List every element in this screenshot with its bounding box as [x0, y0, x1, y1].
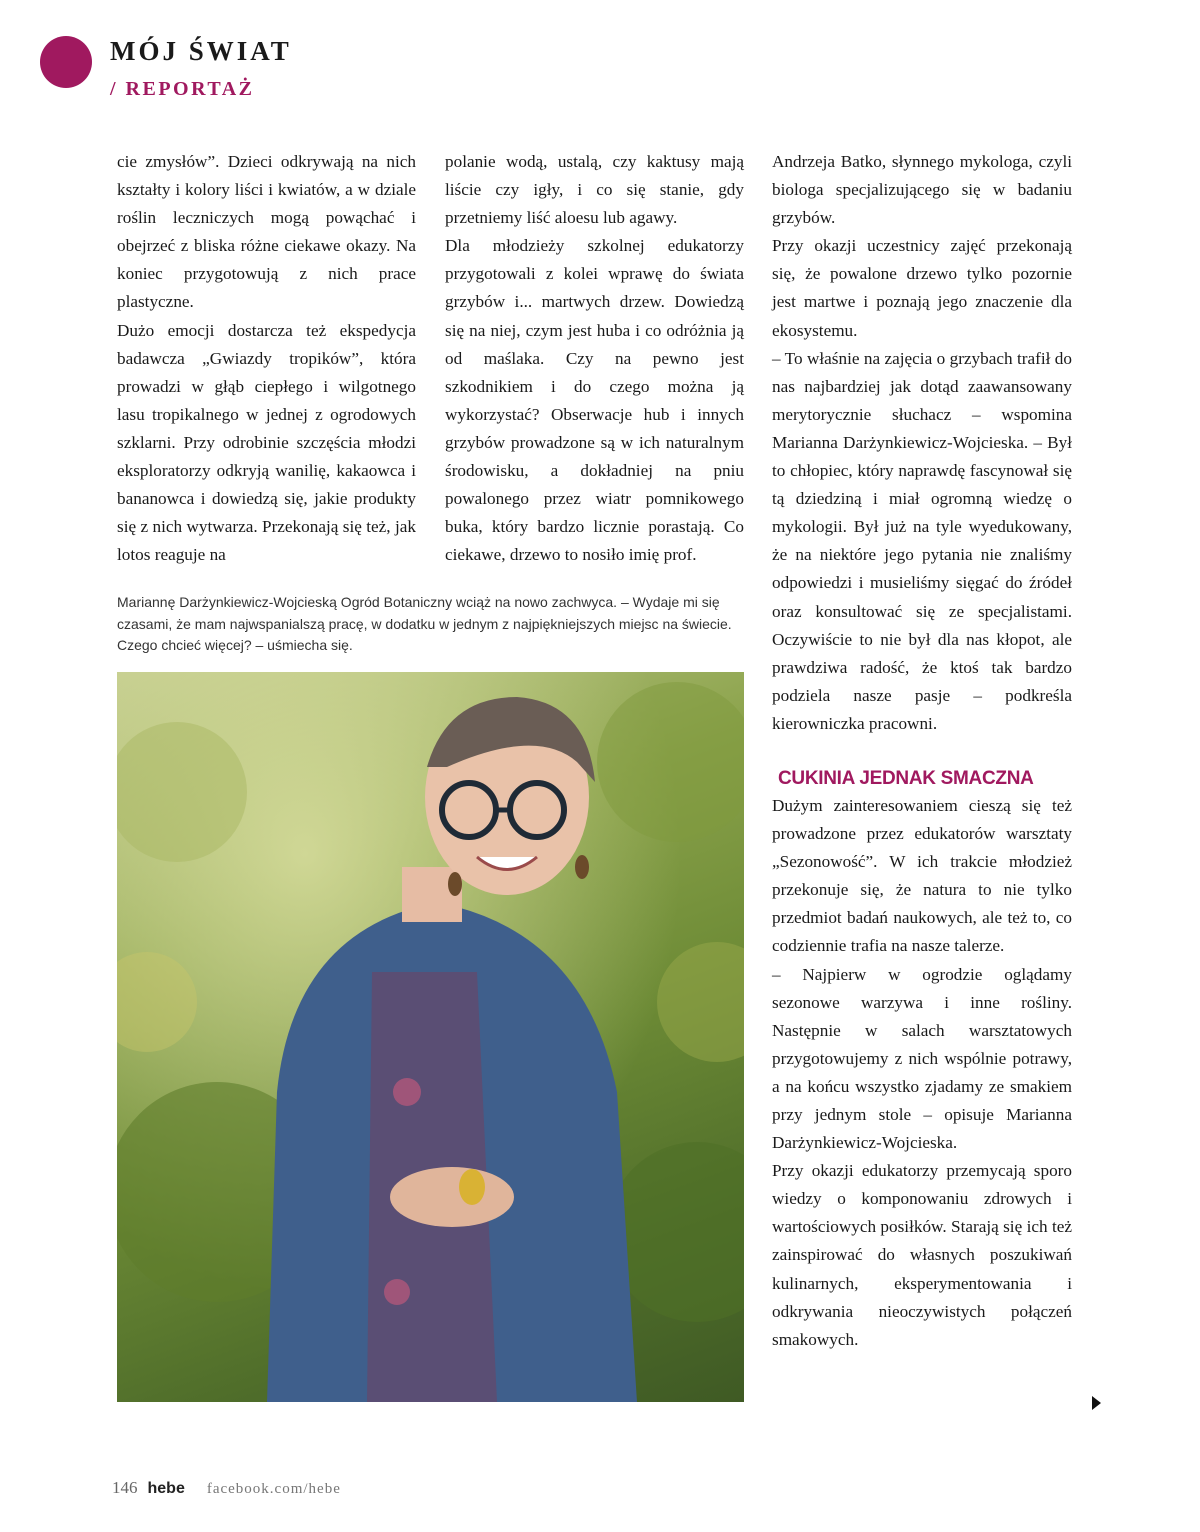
paragraph: Dla młodzieży szkolnej edukatorzy przygotowali z kolei wprawę do świata grzybów i... martwych drzew. Dowiedzą się na niej, czym jest huba i co odróżnia ją od maślaka. Czy na pewno jest szkodnikiem i do czego można ją wykorzystać? Obserwacje hub i innych grzybów prowadzone są w ich naturalnym środowisku, a dokładniej na pniu powalonego przez wiatr pomnikowego buka, który bardzo licznie porastają. Co ciekawe, drzewo to nosiło imię prof. [445, 236, 744, 565]
paragraph: cie zmysłów”. Dzieci odkrywają na nich kształty i kolory liści i kwiatów, a w dziale roślin leczniczych mogą powąchać i obejrzeć z bliska różne ciekawe okazy. Na koniec przygotowują z nich prace plastyczne. [117, 152, 416, 312]
portrait-illustration [117, 672, 744, 1402]
paragraph: Przy okazji uczestnicy zajęć przekonają się, że powalone drzewo tylko pozornie jest martwe i poznają jego znaczenie dla ekosystemu. [772, 236, 1072, 340]
article-column-3 [772, 148, 1072, 1354]
section-title: MÓJ ŚWIAT [110, 36, 292, 66]
paragraph: Dużo emocji dostarcza też ekspedycja badawcza „Gwiazdy tropików”, która prowadzi w głąb ciepłego i wilgotnego lasu tropikalnego w jednej z ogrodowych szklarni. Przy odrobinie szczęścia młodzi eksploratorzy odkryją wanilię, kakaowca i bananowca i dowiedzą się, jakie produkty się z nich wytwarza. Przekonają się też, jak lotos reaguje na [117, 320, 416, 565]
section-subtitle: / REPORTAŻ [110, 78, 255, 100]
portrait-photo [117, 672, 744, 1402]
page-footer [112, 1478, 341, 1498]
paragraph: Dużym zainteresowaniem cieszą się też prowadzone przez edukatorów warsztaty „Sezonowość”. W ich trakcie młodzież przekonuje się, że natura to nie tylko przedmiot badań naukowych, ale też to, co codziennie trafia na nasze talerze. [772, 795, 1072, 956]
magazine-brand: hebe [147, 1480, 185, 1497]
paragraph: – To właśnie na zajęcia o grzybach trafił do nas najbardziej jak dotąd zaawansowany merytorycznie słuchacz – wspomina Marianna Darżynkiewicz-Wojcieska. – Był to chłopiec, który naprawdę fascynował się tą dziedziną i miał ogromną wiedzę o mykologii. Był już na tyle wyedukowany, że na niektóre jego pytania nie znaliśmy odpowiedzi i musieliśmy sięgać do źródeł oraz konsultować się ze specjalistami. Oczywiście to nie był dla nas kłopot, ale prawdziwa radość, że ktoś tak bardzo podziela nasze pasje – podkreśla kierowniczka pracowni. [772, 348, 1072, 733]
article-column-1 [117, 148, 416, 569]
paragraph: – Najpierw w ogrodzie oglądamy sezonowe warzywa i inne rośliny. Następnie w salach warsztatowych przygotowujemy z nich wspólnie potrawy, a na końcu wszystko zjadamy ze smakiem przy jednym stole – opisuje Marianna Darżynkiewicz-Wojcieska. [772, 964, 1072, 1153]
photo-caption: Mariannę Darżynkiewicz-Wojcieską Ogród Botaniczny wciąż na nowo zachwyca. – Wydaje mi się czasami, że mam najwspanialszą pracę, w dodatku w jednym z najpiękniejszych miejsc na świecie. Czego chcieć więcej? – uśmiecha się. [117, 594, 732, 653]
article-column-2 [445, 148, 744, 569]
paragraph: Andrzeja Batko, słynnego mykologa, czyli biologa specjalizującego się w badaniu grzybów. [772, 152, 1072, 228]
continue-arrow-icon [1092, 1396, 1101, 1410]
paragraph: polanie wodą, ustalą, czy kaktusy mają liście czy igły, i co się stanie, gdy przetniemy liść aloesu lub agawy. [445, 152, 744, 228]
facebook-link[interactable]: facebook.com/hebe [206, 1481, 341, 1497]
page-number: 146 [112, 1478, 138, 1497]
section-dot [40, 36, 92, 88]
paragraph: Przy okazji edukatorzy przemycają sporo wiedzy o komponowaniu zdrowych i wartościowych posiłków. Starają się ich też zainspirować do własnych poszukiwań kulinarnych, eksperymentowania i odkrywania nieoczywistych połączeń smakowych. [772, 1161, 1072, 1349]
section-heading: CUKINIA JEDNAK SMACZNA [778, 767, 1034, 789]
